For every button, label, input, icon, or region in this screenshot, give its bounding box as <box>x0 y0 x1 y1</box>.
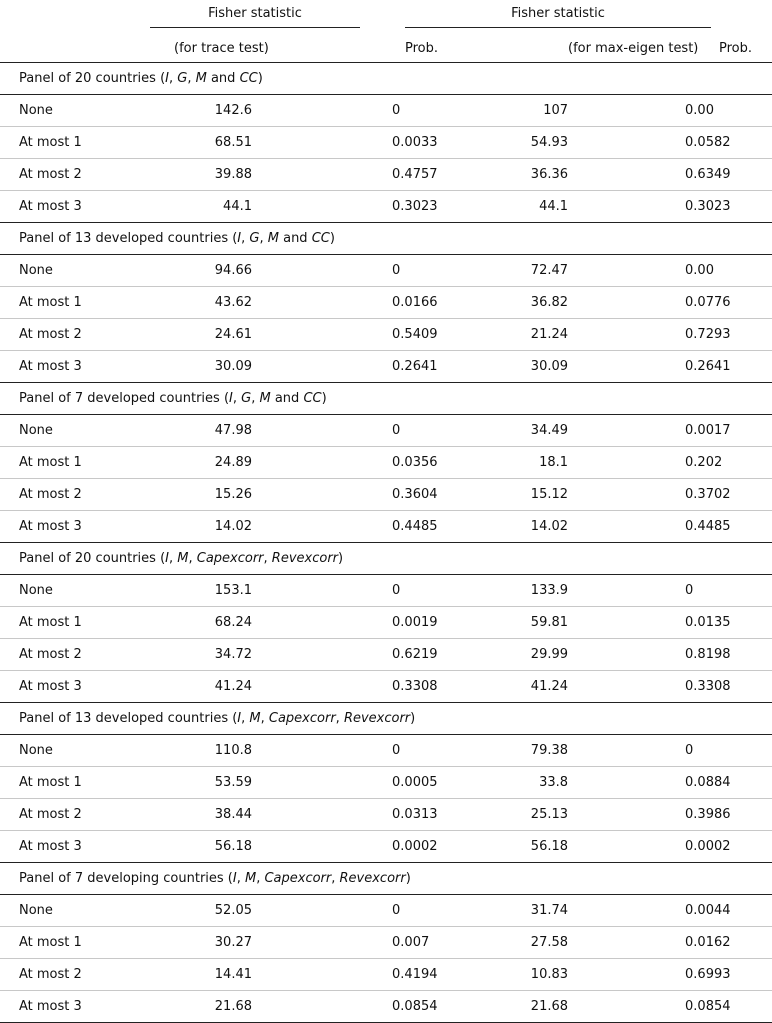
header-group-maxeigen: Fisher statistic <box>405 6 711 28</box>
panel-title: Panel of 13 developed countries (I, M, Capexcorr, Revexcorr) <box>0 703 772 735</box>
row-label: None <box>0 575 150 607</box>
trace-value: 142.6 <box>174 95 252 127</box>
panel-header-row <box>0 543 772 575</box>
maxeigen-prob: 0.3308 <box>663 671 772 703</box>
row-label: At most 1 <box>0 447 150 479</box>
table-row <box>0 479 772 511</box>
table-body <box>0 63 772 1023</box>
table-row <box>0 831 772 863</box>
row-label: At most 2 <box>0 639 150 671</box>
trace-value: 38.44 <box>174 799 252 831</box>
table-row <box>0 799 772 831</box>
trace-value: 52.05 <box>174 895 252 927</box>
panel-title-prefix: Panel of 20 countries ( <box>19 551 166 566</box>
row-label: At most 3 <box>0 191 150 223</box>
trace-prob: 0 <box>360 575 492 607</box>
panel-title-vars: I, G, M and CC <box>229 391 322 406</box>
table-header <box>0 0 772 63</box>
trace-value: 24.89 <box>174 447 252 479</box>
row-label: None <box>0 415 150 447</box>
trace-prob: 0.0166 <box>360 287 492 319</box>
trace-value: 14.02 <box>174 511 252 543</box>
row-label: At most 1 <box>0 287 150 319</box>
maxeigen-prob: 0.0162 <box>663 927 772 959</box>
trace-value: 24.61 <box>174 319 252 351</box>
row-label: None <box>0 255 150 287</box>
trace-prob: 0 <box>360 735 492 767</box>
trace-prob: 0.0002 <box>360 831 492 863</box>
table-row <box>0 767 772 799</box>
trace-prob: 0.0313 <box>360 799 492 831</box>
maxeigen-value: 18.1 <box>492 447 568 479</box>
maxeigen-value: 41.24 <box>492 671 568 703</box>
trace-prob: 0.4757 <box>360 159 492 191</box>
panel-title: Panel of 20 countries (I, M, Capexcorr, Revexcorr) <box>0 543 772 575</box>
header-group-trace: Fisher statistic <box>150 6 360 28</box>
row-label: At most 1 <box>0 607 150 639</box>
maxeigen-value: 21.68 <box>492 991 568 1023</box>
header-prob-trace: Prob. <box>405 34 568 63</box>
row-label: At most 2 <box>0 799 150 831</box>
table-row <box>0 959 772 991</box>
table-row <box>0 639 772 671</box>
table-row <box>0 159 772 191</box>
trace-prob: 0 <box>360 255 492 287</box>
trace-value: 56.18 <box>174 831 252 863</box>
trace-prob: 0 <box>360 415 492 447</box>
maxeigen-prob: 0.0854 <box>663 991 772 1023</box>
maxeigen-value: 25.13 <box>492 799 568 831</box>
panel-header-row <box>0 223 772 255</box>
row-label: At most 1 <box>0 127 150 159</box>
panel-title-prefix: Panel of 7 developed countries ( <box>19 391 230 406</box>
trace-prob: 0.0033 <box>360 127 492 159</box>
trace-prob: 0.007 <box>360 927 492 959</box>
maxeigen-prob: 0.7293 <box>663 319 772 351</box>
row-label: At most 3 <box>0 671 150 703</box>
maxeigen-value: 31.74 <box>492 895 568 927</box>
trace-value: 41.24 <box>174 671 252 703</box>
table-row <box>0 511 772 543</box>
trace-value: 15.26 <box>174 479 252 511</box>
maxeigen-prob: 0 <box>663 575 772 607</box>
panel-header-row <box>0 63 772 95</box>
trace-prob: 0.4485 <box>360 511 492 543</box>
maxeigen-value: 44.1 <box>492 191 568 223</box>
maxeigen-prob: 0.0002 <box>663 831 772 863</box>
row-label: At most 2 <box>0 159 150 191</box>
panel-title-prefix: Panel of 20 countries ( <box>19 71 166 86</box>
table-row <box>0 319 772 351</box>
trace-value: 53.59 <box>174 767 252 799</box>
maxeigen-prob: 0.0582 <box>663 127 772 159</box>
maxeigen-prob: 0.0884 <box>663 767 772 799</box>
maxeigen-value: 27.58 <box>492 927 568 959</box>
trace-value: 110.8 <box>174 735 252 767</box>
trace-prob: 0.3023 <box>360 191 492 223</box>
panel-title: Panel of 20 countries (I, G, M and CC) <box>0 63 772 95</box>
row-label: At most 1 <box>0 927 150 959</box>
table-row <box>0 927 772 959</box>
trace-value: 43.62 <box>174 287 252 319</box>
maxeigen-value: 133.9 <box>492 575 568 607</box>
maxeigen-value: 34.49 <box>492 415 568 447</box>
table-row <box>0 607 772 639</box>
trace-prob: 0 <box>360 95 492 127</box>
trace-prob: 0 <box>360 895 492 927</box>
panel-header-row <box>0 383 772 415</box>
maxeigen-value: 56.18 <box>492 831 568 863</box>
trace-prob: 0.6219 <box>360 639 492 671</box>
trace-value: 94.66 <box>174 255 252 287</box>
maxeigen-value: 15.12 <box>492 479 568 511</box>
panel-title-vars: I, G, M and CC <box>237 231 330 246</box>
row-label: None <box>0 735 150 767</box>
panel-title: Panel of 13 developed countries (I, G, M and CC) <box>0 223 772 255</box>
row-label: At most 3 <box>0 511 150 543</box>
trace-prob: 0.3604 <box>360 479 492 511</box>
panel-title-vars: I, M, Capexcorr, Revexcorr <box>232 871 406 886</box>
maxeigen-value: 21.24 <box>492 319 568 351</box>
maxeigen-value: 29.99 <box>492 639 568 671</box>
row-label: At most 2 <box>0 319 150 351</box>
panel-header-row <box>0 703 772 735</box>
panel-header-row <box>0 863 772 895</box>
maxeigen-value: 30.09 <box>492 351 568 383</box>
trace-prob: 0.0854 <box>360 991 492 1023</box>
maxeigen-prob: 0.00 <box>663 255 772 287</box>
row-label: At most 2 <box>0 959 150 991</box>
header-maxeigen-sub: (for max-eigen test) <box>568 34 711 63</box>
trace-value: 44.1 <box>174 191 252 223</box>
maxeigen-prob: 0.8198 <box>663 639 772 671</box>
panel-title: Panel of 7 developed countries (I, G, M and CC) <box>0 383 772 415</box>
trace-value: 14.41 <box>174 959 252 991</box>
maxeigen-prob: 0.202 <box>663 447 772 479</box>
trace-value: 30.09 <box>174 351 252 383</box>
maxeigen-value: 72.47 <box>492 255 568 287</box>
table-row <box>0 447 772 479</box>
trace-prob: 0.0356 <box>360 447 492 479</box>
maxeigen-value: 59.81 <box>492 607 568 639</box>
row-label: At most 3 <box>0 991 150 1023</box>
maxeigen-prob: 0.00 <box>663 95 772 127</box>
table-row <box>0 255 772 287</box>
table-row <box>0 127 772 159</box>
maxeigen-value: 33.8 <box>492 767 568 799</box>
trace-prob: 0.3308 <box>360 671 492 703</box>
trace-value: 21.68 <box>174 991 252 1023</box>
maxeigen-prob: 0.0044 <box>663 895 772 927</box>
maxeigen-value: 14.02 <box>492 511 568 543</box>
row-label: At most 2 <box>0 479 150 511</box>
maxeigen-value: 10.83 <box>492 959 568 991</box>
header-prob-maxeigen: Prob. <box>711 34 772 63</box>
maxeigen-prob: 0 <box>663 735 772 767</box>
row-label: At most 3 <box>0 351 150 383</box>
maxeigen-prob: 0.2641 <box>663 351 772 383</box>
trace-value: 47.98 <box>174 415 252 447</box>
table-row <box>0 415 772 447</box>
panel-title-prefix: Panel of 7 developing countries ( <box>19 871 233 886</box>
trace-prob: 0.0019 <box>360 607 492 639</box>
panel-title-vars: I, G, M and CC <box>165 71 258 86</box>
maxeigen-value: 36.82 <box>492 287 568 319</box>
table-row <box>0 287 772 319</box>
maxeigen-prob: 0.0017 <box>663 415 772 447</box>
table-row <box>0 895 772 927</box>
maxeigen-value: 79.38 <box>492 735 568 767</box>
table-row <box>0 191 772 223</box>
maxeigen-value: 107 <box>492 95 568 127</box>
trace-value: 68.24 <box>174 607 252 639</box>
trace-prob: 0.4194 <box>360 959 492 991</box>
maxeigen-prob: 0.3986 <box>663 799 772 831</box>
row-label: At most 1 <box>0 767 150 799</box>
row-label: At most 3 <box>0 831 150 863</box>
trace-prob: 0.2641 <box>360 351 492 383</box>
table-row <box>0 671 772 703</box>
trace-value: 30.27 <box>174 927 252 959</box>
trace-prob: 0.5409 <box>360 319 492 351</box>
trace-prob: 0.0005 <box>360 767 492 799</box>
maxeigen-value: 54.93 <box>492 127 568 159</box>
maxeigen-prob: 0.4485 <box>663 511 772 543</box>
row-label: None <box>0 95 150 127</box>
panel-title: Panel of 7 developing countries (I, M, Capexcorr, Revexcorr) <box>0 863 772 895</box>
table-row <box>0 735 772 767</box>
maxeigen-prob: 0.3702 <box>663 479 772 511</box>
maxeigen-prob: 0.3023 <box>663 191 772 223</box>
table-row <box>0 95 772 127</box>
panel-title-vars: I, M, Capexcorr, Revexcorr <box>237 711 411 726</box>
maxeigen-prob: 0.6993 <box>663 959 772 991</box>
trace-value: 34.72 <box>174 639 252 671</box>
table-row <box>0 575 772 607</box>
table-row <box>0 351 772 383</box>
panel-title-prefix: Panel of 13 developed countries ( <box>19 231 238 246</box>
trace-value: 68.51 <box>174 127 252 159</box>
header-trace-sub: (for trace test) <box>174 34 360 63</box>
row-label: None <box>0 895 150 927</box>
trace-value: 39.88 <box>174 159 252 191</box>
panel-title-prefix: Panel of 13 developed countries ( <box>19 711 238 726</box>
maxeigen-prob: 0.0135 <box>663 607 772 639</box>
maxeigen-value: 36.36 <box>492 159 568 191</box>
trace-value: 153.1 <box>174 575 252 607</box>
maxeigen-prob: 0.0776 <box>663 287 772 319</box>
maxeigen-prob: 0.6349 <box>663 159 772 191</box>
panel-title-vars: I, M, Capexcorr, Revexcorr <box>165 551 339 566</box>
